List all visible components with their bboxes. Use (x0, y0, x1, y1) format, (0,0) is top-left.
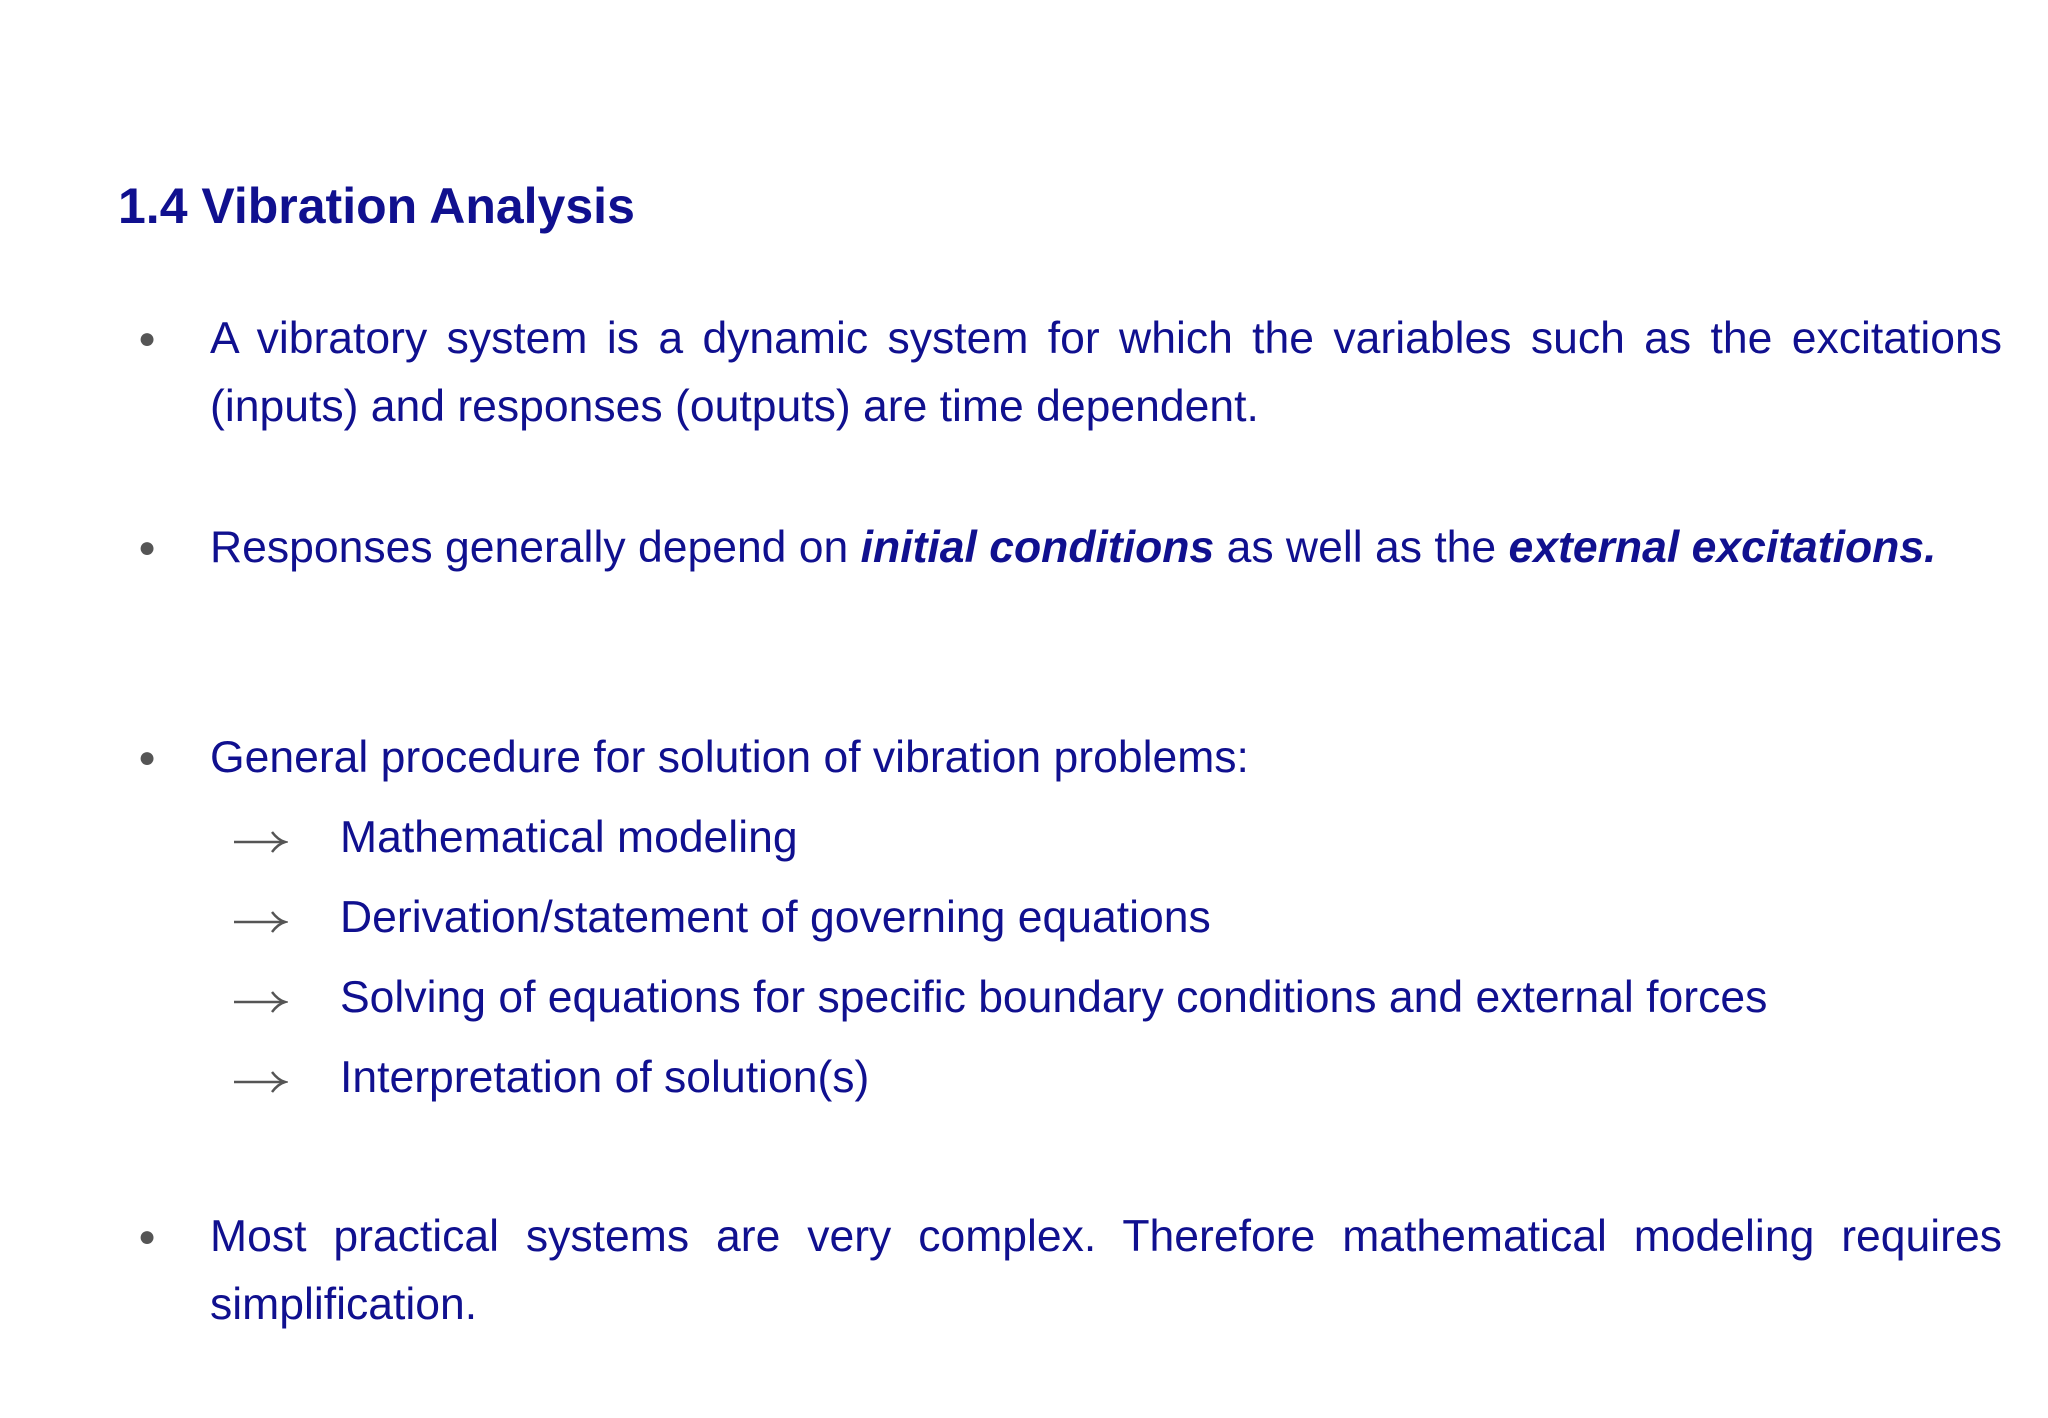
sub-list-item (0, 804, 2048, 874)
sub-list-item (0, 1044, 2048, 1114)
bullet-dot-icon: ● (138, 531, 157, 564)
bullet-text: Most practical systems are very complex. Therefore mathematical modeling requires simplification. (210, 1212, 2002, 1329)
bullet-dot-icon: ● (138, 1220, 157, 1253)
slide-title: 1.4 Vibration Analysis (118, 178, 635, 234)
right-arrow-icon (232, 968, 288, 1028)
bullet-text-part: Responses generally depend on (210, 523, 861, 572)
emphasis-text: initial conditions (860, 523, 1215, 572)
sub-list-item (0, 884, 2048, 954)
sub-list-item-text: Interpretation of solution(s) (340, 1053, 870, 1102)
bullet-dot-icon: ● (138, 741, 157, 774)
sub-list-item-text: Solving of equations for specific boundary conditions and external forces (340, 973, 1768, 1022)
right-arrow-icon (232, 1048, 288, 1108)
emphasis-text: external excitations. (1508, 523, 1937, 572)
bullet-text-part: as well as the (1214, 523, 1509, 572)
right-arrow-icon (232, 808, 288, 868)
bullet-text (210, 514, 2002, 582)
bullet-dot-icon: ● (138, 322, 157, 355)
sub-list-item-text: Derivation/statement of governing equations (340, 893, 1211, 942)
bullet-text: General procedure for solution of vibration problems: (210, 733, 1249, 782)
bullet-text: A vibratory system is a dynamic system for which the variables such as the excitations (inputs) and responses (outputs) are time dependent. (210, 314, 2002, 431)
sub-list-item (0, 964, 2048, 1034)
sub-list-item-text: Mathematical modeling (340, 813, 798, 862)
right-arrow-icon (232, 888, 288, 948)
